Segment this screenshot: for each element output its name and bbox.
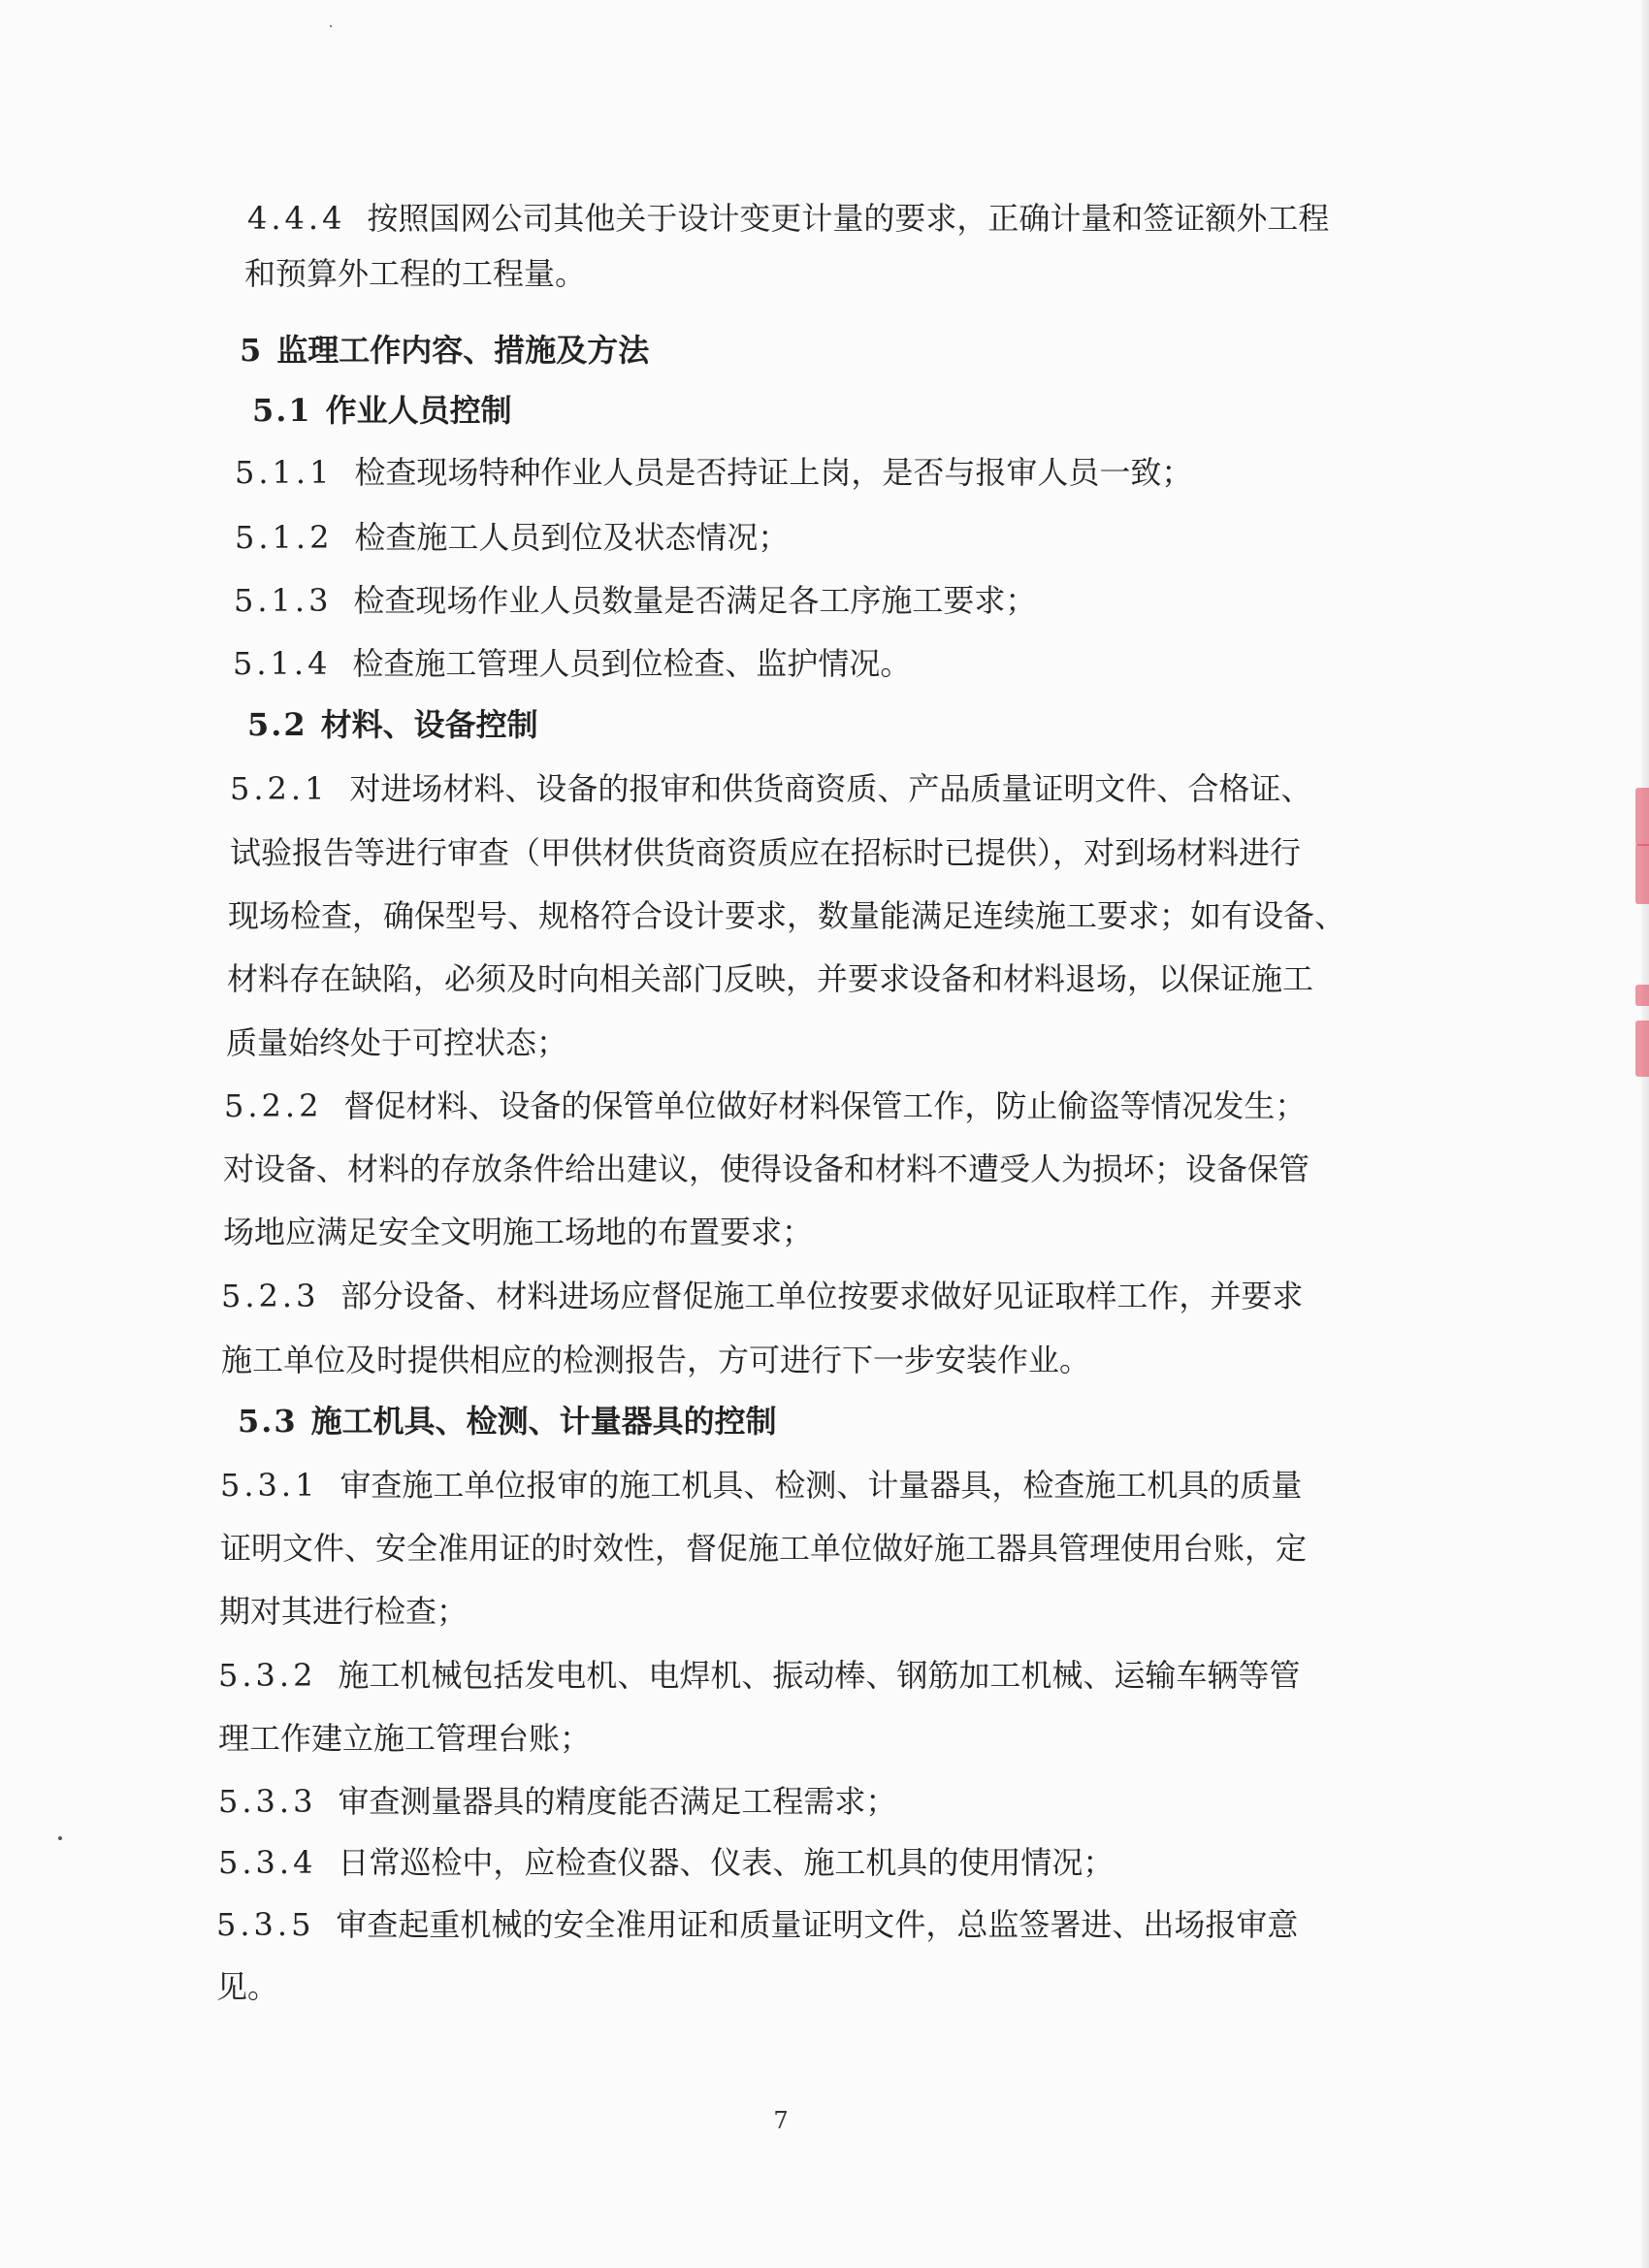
- line-text: 理工作建立施工管理台账；: [218, 1720, 592, 1757]
- text-line: [223, 1213, 813, 1251]
- section-number: 5.1: [252, 392, 312, 429]
- page-number: 7: [773, 2107, 789, 2134]
- heading-text: 材料、设备控制: [320, 706, 538, 743]
- red-seal-fragment: [1635, 788, 1649, 846]
- line-text: 督促材料、设备的保管单位做好材料保管工作，防止偷盗等情况发生；: [343, 1087, 1307, 1124]
- text-line: [221, 1341, 1090, 1379]
- red-seal-fragment: [1635, 985, 1649, 1006]
- subsection-heading: [247, 705, 538, 744]
- line-text: 施工机械包括发电机、电焊机、振动棒、钢筋加工机械、运输车辆等管: [338, 1657, 1301, 1694]
- text-line: [218, 1843, 1114, 1882]
- text-line: [218, 1782, 896, 1821]
- clause-number: 5.3.1: [220, 1467, 319, 1504]
- line-text: 检查现场特种作业人员是否持证上岗，是否与报审人员一致；: [354, 454, 1193, 491]
- scan-speck: [58, 1836, 62, 1840]
- text-line: [234, 581, 1036, 620]
- text-line: [216, 1905, 1298, 1944]
- clause-number: 5.1.4: [233, 645, 332, 682]
- line-text: 场地应满足安全文明施工场地的布置要求；: [223, 1214, 814, 1250]
- text-line: [223, 1150, 1310, 1188]
- line-text: 部分设备、材料进场应督促施工单位按要求做好见证取样工作，并要求: [340, 1278, 1304, 1314]
- line-text: 和预算外工程的工程量。: [244, 255, 587, 292]
- line-text: 材料存在缺陷，必须及时向相关部门反映，并要求设备和材料退场，以保证施工: [227, 960, 1314, 997]
- text-line: [219, 1592, 468, 1631]
- red-seal-fragment: [1635, 844, 1649, 904]
- clause-number: 5.3.3: [218, 1783, 317, 1820]
- text-line: [244, 254, 586, 293]
- subsection-heading: [238, 1402, 777, 1441]
- subsection-heading: [252, 391, 512, 430]
- clause-number: 5.2.1: [230, 770, 329, 807]
- text-line: [218, 1719, 591, 1758]
- text-line: [221, 1277, 1303, 1315]
- section-number: 5: [240, 332, 264, 369]
- text-line: [230, 833, 1301, 872]
- red-seal-fragment: [1635, 1021, 1649, 1077]
- heading-text: 施工机具、检测、计量器具的控制: [310, 1403, 777, 1440]
- text-line: [220, 1529, 1307, 1568]
- clause-number: 5.2.2: [224, 1087, 323, 1124]
- clause-number: 5.3.5: [216, 1906, 315, 1943]
- text-line: [228, 896, 1345, 935]
- clause-number: 5.1.3: [234, 582, 333, 619]
- section-number: 5.2: [247, 706, 307, 743]
- line-text: 审查测量器具的精度能否满足工程需求；: [338, 1783, 897, 1820]
- text-line: [224, 1086, 1306, 1125]
- text-line: [220, 1466, 1302, 1505]
- heading-text: 作业人员控制: [325, 392, 512, 429]
- line-text: 检查施工人员到位及状态情况；: [354, 519, 790, 556]
- heading-text: 监理工作内容、措施及方法: [276, 332, 650, 369]
- clause-number: 5.3.2: [218, 1657, 317, 1694]
- line-text: 质量始终处于可控状态；: [226, 1024, 568, 1061]
- line-text: 见。: [216, 1968, 279, 2005]
- line-text: 证明文件、安全准用证的时效性，督促施工单位做好施工器具管理使用台账，定: [220, 1530, 1308, 1567]
- page-edge: [1641, 0, 1649, 2268]
- line-text: 检查施工管理人员到位检查、监护情况。: [352, 645, 912, 682]
- text-line: [230, 769, 1311, 808]
- text-line: [233, 644, 911, 683]
- line-text: 施工单位及时提供相应的检测报告，方可进行下一步安装作业。: [221, 1342, 1091, 1378]
- text-line: [235, 453, 1192, 492]
- clause-number: 5.3.4: [218, 1844, 317, 1881]
- clause-number: 5.2.3: [221, 1278, 320, 1314]
- text-line: [235, 518, 789, 557]
- text-line: [227, 959, 1313, 998]
- clause-number: 5.1.2: [235, 519, 334, 556]
- line-text: 试验报告等进行审查（甲供材供货商资质应在招标时已提供），对到场材料进行: [230, 834, 1302, 871]
- line-text: 现场检查，确保型号、规格符合设计要求，数量能满足连续施工要求；如有设备、: [228, 897, 1346, 934]
- text-line: [218, 1656, 1300, 1695]
- clause-number: 4.4.4: [247, 200, 346, 237]
- text-line: [247, 199, 1329, 238]
- section-number: 5.3: [238, 1403, 298, 1440]
- line-text: 按照国网公司其他关于设计变更计量的要求，正确计量和签证额外工程: [367, 200, 1330, 237]
- line-text: 对设备、材料的存放条件给出建议，使得设备和材料不遭受人为损坏；设备保管: [223, 1150, 1310, 1187]
- line-text: 审查施工单位报审的施工机具、检测、计量器具，检查施工机具的质量: [340, 1467, 1303, 1504]
- line-text: 期对其进行检查；: [219, 1593, 469, 1630]
- scan-speck: [330, 25, 332, 27]
- line-text: 对进场材料、设备的报审和供货商资质、产品质量证明文件、合格证、: [349, 770, 1312, 807]
- clause-number: 5.1.1: [235, 454, 334, 491]
- text-line: [216, 1967, 278, 2006]
- text-line: [226, 1023, 567, 1062]
- line-text: 审查起重机械的安全准用证和质量证明文件，总监签署进、出场报审意: [336, 1906, 1299, 1943]
- line-text: 日常巡检中，应检查仪器、仪表、施工机具的使用情况；: [338, 1844, 1115, 1881]
- section-heading: [240, 331, 649, 370]
- line-text: 检查现场作业人员数量是否满足各工序施工要求；: [353, 582, 1037, 619]
